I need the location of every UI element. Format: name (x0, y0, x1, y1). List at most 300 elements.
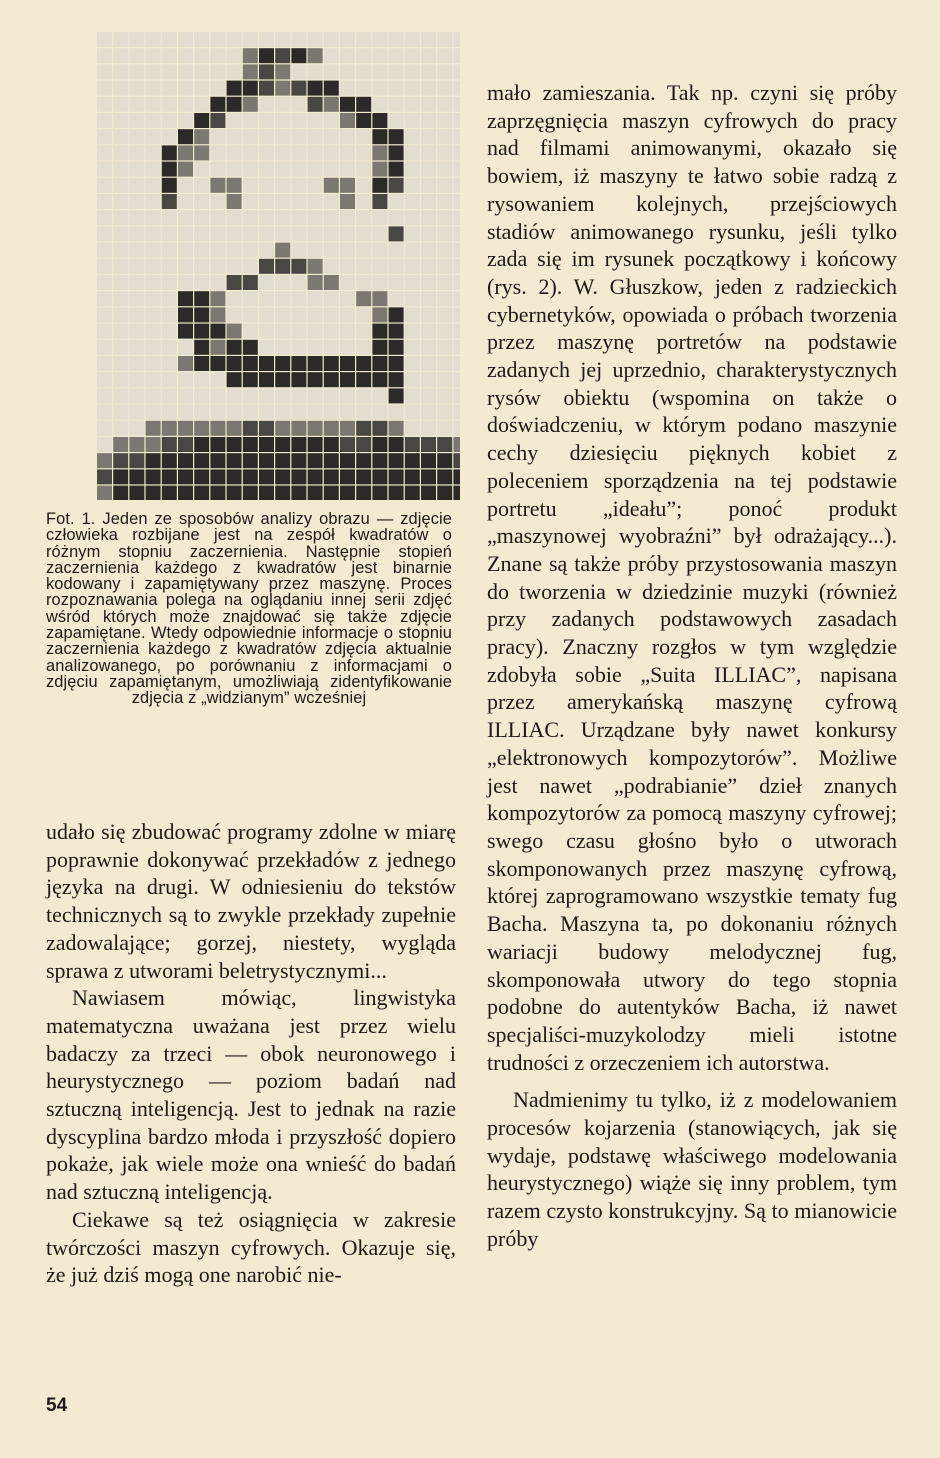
pixel-square (275, 275, 290, 290)
pixel-square (453, 210, 460, 225)
pixel-square (421, 243, 436, 258)
pixel-square (210, 81, 225, 96)
pixel-square (372, 356, 387, 371)
pixel-square (389, 178, 404, 193)
pixel-square (129, 259, 144, 274)
pixel-square (372, 291, 387, 306)
pixel-square (356, 469, 371, 484)
pixel-square (129, 453, 144, 468)
pixel-square (113, 113, 128, 128)
pixel-square (275, 437, 290, 452)
pixel-square (210, 421, 225, 436)
pixel-square (194, 324, 209, 339)
pixel-square (405, 113, 420, 128)
pixel-square (308, 162, 323, 177)
pixel-square (405, 486, 420, 500)
pixel-square (453, 162, 460, 177)
pixel-square (162, 97, 177, 112)
pixel-square (405, 97, 420, 112)
pixel-square (178, 210, 193, 225)
pixel-square (113, 162, 128, 177)
pixel-square (275, 48, 290, 63)
pixel-square (146, 307, 161, 322)
pixel-square (308, 32, 323, 47)
pixel-square (437, 453, 452, 468)
pixel-square (453, 486, 460, 500)
pixel-square (227, 97, 242, 112)
pixel-square (324, 81, 339, 96)
pixel-square (421, 113, 436, 128)
pixel-square (308, 64, 323, 79)
pixel-square (210, 145, 225, 160)
pixel-square (389, 437, 404, 452)
pixel-square (97, 97, 112, 112)
pixel-square (146, 48, 161, 63)
pixel-square (259, 453, 274, 468)
pixel-square (356, 437, 371, 452)
pixel-square (178, 97, 193, 112)
pixel-square (97, 81, 112, 96)
pixel-square (129, 340, 144, 355)
pixel-square (308, 453, 323, 468)
pixel-square (113, 243, 128, 258)
pixel-square (437, 48, 452, 63)
pixel-square (243, 162, 258, 177)
pixel-square (227, 453, 242, 468)
pixel-square (291, 469, 306, 484)
pixel-square (324, 97, 339, 112)
pixel-square (97, 307, 112, 322)
pixel-square (405, 145, 420, 160)
pixel-square (421, 405, 436, 420)
pixel-square (405, 453, 420, 468)
pixel-square (437, 113, 452, 128)
pixel-square (308, 48, 323, 63)
pixel-square (259, 226, 274, 241)
pixel-square (421, 210, 436, 225)
pixel-square (340, 469, 355, 484)
pixel-square (97, 243, 112, 258)
pixel-square (437, 178, 452, 193)
pixel-square (275, 178, 290, 193)
pixel-square (453, 129, 460, 144)
pixel-square (356, 307, 371, 322)
pixel-square (97, 129, 112, 144)
pixel-square (324, 486, 339, 500)
pixel-square (129, 226, 144, 241)
pixel-square (162, 64, 177, 79)
pixel-square (421, 226, 436, 241)
pixel-square (421, 275, 436, 290)
pixel-square (178, 388, 193, 403)
pixel-square (210, 453, 225, 468)
pixel-square (162, 243, 177, 258)
pixel-square (453, 437, 460, 452)
pixel-square (210, 324, 225, 339)
pixel-square (340, 210, 355, 225)
pixel-square (453, 340, 460, 355)
pixel-square (356, 162, 371, 177)
pixel-square (129, 469, 144, 484)
pixel-square (113, 324, 128, 339)
pixel-square (146, 469, 161, 484)
pixel-square (227, 356, 242, 371)
pixel-square (372, 388, 387, 403)
pixel-square (162, 340, 177, 355)
pixel-square (194, 356, 209, 371)
pixel-square (389, 243, 404, 258)
pixel-square (113, 97, 128, 112)
pixel-square (162, 324, 177, 339)
pixel-square (210, 162, 225, 177)
pixel-square (146, 453, 161, 468)
pixel-square (178, 324, 193, 339)
pixel-square (129, 243, 144, 258)
pixel-square (340, 291, 355, 306)
pixel-square (162, 437, 177, 452)
pixel-square (291, 113, 306, 128)
pixel-square (162, 453, 177, 468)
pixel-square (113, 64, 128, 79)
pixel-square (356, 64, 371, 79)
pixel-square (210, 64, 225, 79)
pixel-square (372, 259, 387, 274)
pixel-square (308, 486, 323, 500)
pixel-square (97, 145, 112, 160)
pixel-square (356, 226, 371, 241)
pixel-square (146, 486, 161, 500)
pixel-square (340, 226, 355, 241)
pixel-square (210, 372, 225, 387)
pixel-square (308, 421, 323, 436)
pixel-square (308, 194, 323, 209)
pixel-square (97, 486, 112, 500)
pixel-square (421, 32, 436, 47)
photo-caption: Fot. 1. Jeden ze sposobów analizy obrazu — zdjęcie człowieka rozbijane jest na zespół kwadratów o różnym stopniu zaczernienia. Następnie stopień zaczernienia każdego z kwadratów jest binarnie kodowany i zapamiętywany przez maszynę. Proces rozpoznawania polega na oglądaniu innej serii zdjęć wśród których może znajdować się także zdjęcie zapamiętane. Wtedy odpowiednie informacje o stopniu zaczernienia każdego z kwadratów zdjęcia aktualnie analizowanego, po porównaniu z informacjami o zdjęciu zapamiętanym, umożliwiają zidentyfikowanie zdjęcia z „widzianym” wcześniej (46, 510, 452, 708)
pixel-square (210, 486, 225, 500)
pixel-square (129, 486, 144, 500)
pixel-square (389, 210, 404, 225)
pixel-square (389, 340, 404, 355)
pixel-square (437, 81, 452, 96)
pixel-square (453, 64, 460, 79)
pixel-square (437, 340, 452, 355)
pixel-square (275, 97, 290, 112)
pixel-square (275, 243, 290, 258)
pixel-square (97, 32, 112, 47)
pixel-square (259, 178, 274, 193)
pixel-square (340, 81, 355, 96)
pixel-square (178, 145, 193, 160)
pixel-square (146, 324, 161, 339)
pixel-square (291, 405, 306, 420)
pixel-square (389, 275, 404, 290)
pixel-square (372, 437, 387, 452)
pixel-square (453, 226, 460, 241)
left-paragraph-3: Ciekawe są też osiągnięcia w zakresie twórczości maszyn cyfrowych. Okazuje się, że już dziś mogą one narobić nie- (46, 1206, 456, 1288)
pixel-square (178, 243, 193, 258)
pixel-square (372, 307, 387, 322)
pixel-square (437, 356, 452, 371)
right-text-column (487, 79, 897, 1253)
pixel-square (259, 162, 274, 177)
pixel-square (324, 307, 339, 322)
pixel-square (259, 259, 274, 274)
pixel-square (340, 324, 355, 339)
pixel-square (129, 291, 144, 306)
pixel-square (372, 81, 387, 96)
pixel-square (113, 81, 128, 96)
pixel-square (243, 340, 258, 355)
pixel-square (389, 97, 404, 112)
pixel-square (421, 356, 436, 371)
pixel-square (340, 275, 355, 290)
pixel-square (437, 97, 452, 112)
pixel-square (405, 81, 420, 96)
pixel-square (291, 437, 306, 452)
pixel-square (389, 486, 404, 500)
pixel-square (210, 97, 225, 112)
pixel-square (178, 437, 193, 452)
pixel-square (194, 243, 209, 258)
pixel-square (129, 307, 144, 322)
pixel-square (405, 324, 420, 339)
pixel-square (389, 405, 404, 420)
pixel-square (227, 259, 242, 274)
pixel-square (146, 356, 161, 371)
pixel-square (259, 64, 274, 79)
pixel-square (194, 226, 209, 241)
pixel-square (194, 48, 209, 63)
pixel-square (178, 307, 193, 322)
pixel-square (340, 113, 355, 128)
pixel-square (308, 388, 323, 403)
pixel-square (210, 210, 225, 225)
pixel-square (243, 324, 258, 339)
pixel-square (97, 469, 112, 484)
pixel-square (146, 226, 161, 241)
pixel-square (421, 145, 436, 160)
pixel-square (372, 162, 387, 177)
pixel-square (227, 178, 242, 193)
pixel-square (194, 64, 209, 79)
pixel-square (178, 275, 193, 290)
pixel-square (324, 437, 339, 452)
pixel-square (97, 340, 112, 355)
pixel-square (437, 291, 452, 306)
pixel-square (437, 259, 452, 274)
pixel-square (178, 81, 193, 96)
pixel-square (259, 113, 274, 128)
pixel-square (162, 291, 177, 306)
pixel-square (259, 340, 274, 355)
pixel-square (291, 162, 306, 177)
pixel-square (210, 226, 225, 241)
pixel-square (308, 243, 323, 258)
pixel-square (243, 486, 258, 500)
pixel-square (243, 388, 258, 403)
pixel-square (146, 388, 161, 403)
pixel-square (389, 421, 404, 436)
pixel-square (405, 226, 420, 241)
pixel-square (356, 145, 371, 160)
pixel-square (291, 226, 306, 241)
pixel-square (146, 64, 161, 79)
pixel-square (308, 259, 323, 274)
pixel-square (421, 48, 436, 63)
pixel-square (194, 129, 209, 144)
pixel-square (308, 113, 323, 128)
pixel-square (324, 469, 339, 484)
pixel-square (227, 48, 242, 63)
pixel-square (129, 178, 144, 193)
pixel-square (210, 194, 225, 209)
pixel-square (340, 421, 355, 436)
pixel-square (113, 421, 128, 436)
pixel-square (405, 64, 420, 79)
pixel-square (372, 97, 387, 112)
pixel-square (291, 291, 306, 306)
pixel-square (291, 97, 306, 112)
pixel-square (405, 469, 420, 484)
pixel-square (129, 421, 144, 436)
pixel-square (162, 210, 177, 225)
pixel-square (129, 356, 144, 371)
pixel-square (372, 113, 387, 128)
pixel-square (243, 356, 258, 371)
pixel-square (324, 145, 339, 160)
pixel-square (389, 372, 404, 387)
pixel-square (405, 162, 420, 177)
pixel-square (162, 372, 177, 387)
pixel-square (178, 340, 193, 355)
pixel-square (97, 275, 112, 290)
pixel-square (324, 388, 339, 403)
pixel-square (162, 307, 177, 322)
pixel-square (372, 129, 387, 144)
pixel-square (227, 226, 242, 241)
pixel-square (162, 32, 177, 47)
pixel-square (356, 340, 371, 355)
pixel-square (291, 421, 306, 436)
pixel-square (340, 486, 355, 500)
pixel-square (129, 194, 144, 209)
pixel-square (405, 291, 420, 306)
pixel-square (356, 129, 371, 144)
pixel-square (291, 194, 306, 209)
pixel-square (405, 356, 420, 371)
pixel-square (113, 437, 128, 452)
pixel-square (421, 453, 436, 468)
pixel-square (372, 226, 387, 241)
pixel-square (146, 372, 161, 387)
pixel-square (324, 129, 339, 144)
pixel-square (405, 340, 420, 355)
pixel-square (178, 421, 193, 436)
pixel-square (372, 178, 387, 193)
pixel-square (210, 275, 225, 290)
pixel-square (340, 372, 355, 387)
pixel-square (275, 162, 290, 177)
pixel-square (162, 356, 177, 371)
pixel-square (324, 340, 339, 355)
pixel-square (275, 210, 290, 225)
pixel-square (437, 64, 452, 79)
pixel-square (113, 226, 128, 241)
pixel-square (308, 307, 323, 322)
pixel-square (146, 340, 161, 355)
pixel-square (356, 210, 371, 225)
pixel-square (227, 81, 242, 96)
pixel-square (275, 226, 290, 241)
pixel-square (243, 129, 258, 144)
pixel-square (194, 388, 209, 403)
pixel-square (308, 275, 323, 290)
pixel-square (324, 291, 339, 306)
pixel-square (291, 48, 306, 63)
pixel-square (356, 81, 371, 96)
pixel-square (308, 340, 323, 355)
pixel-square (129, 48, 144, 63)
pixel-square (146, 291, 161, 306)
pixel-square (308, 291, 323, 306)
pixel-square (97, 421, 112, 436)
pixel-square (356, 32, 371, 47)
pixel-square (340, 356, 355, 371)
pixel-square (194, 81, 209, 96)
pixel-square (291, 340, 306, 355)
pixel-square (405, 388, 420, 403)
pixel-square (453, 178, 460, 193)
pixel-square (324, 210, 339, 225)
pixel-square (340, 129, 355, 144)
pixel-square (243, 145, 258, 160)
pixel-square (178, 129, 193, 144)
pixel-square (178, 64, 193, 79)
pixel-square (97, 324, 112, 339)
pixel-square (308, 437, 323, 452)
pixel-square (113, 129, 128, 144)
pixel-square (146, 421, 161, 436)
pixel-square (291, 324, 306, 339)
pixel-square (275, 291, 290, 306)
pixel-square (162, 113, 177, 128)
pixel-square (194, 453, 209, 468)
pixel-square (194, 259, 209, 274)
pixel-square (389, 324, 404, 339)
pixel-square (453, 291, 460, 306)
pixel-square (421, 259, 436, 274)
pixel-square (162, 486, 177, 500)
pixel-square (437, 307, 452, 322)
pixel-square (437, 486, 452, 500)
pixel-square (129, 388, 144, 403)
pixel-square (113, 453, 128, 468)
photo-figure (95, 30, 460, 500)
pixel-square (453, 243, 460, 258)
pixel-square (275, 372, 290, 387)
pixel-square (259, 145, 274, 160)
pixel-square (291, 307, 306, 322)
pixel-square (210, 129, 225, 144)
pixel-square (146, 81, 161, 96)
pixel-square (113, 372, 128, 387)
pixel-square (421, 129, 436, 144)
pixel-square (178, 32, 193, 47)
pixel-square (97, 405, 112, 420)
pixel-square (389, 388, 404, 403)
pixel-square (372, 48, 387, 63)
